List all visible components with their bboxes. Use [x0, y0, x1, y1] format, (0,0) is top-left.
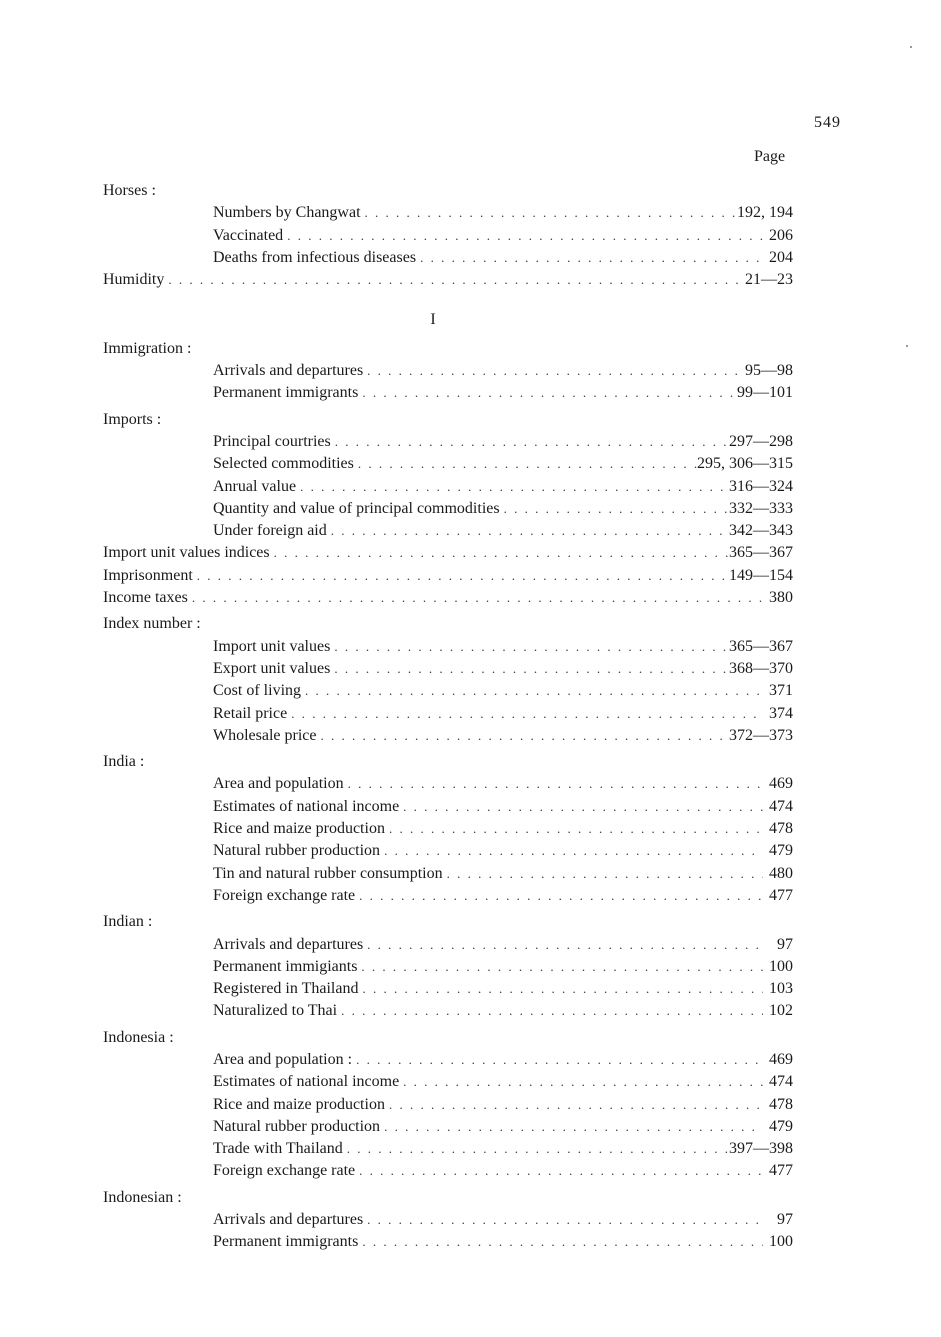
index-subentry — [103, 202, 793, 224]
leader-dots — [363, 1209, 763, 1231]
entry-label: Estimates of national income — [213, 1073, 400, 1091]
page-reference: 149—154 — [729, 566, 793, 584]
index-subentry — [103, 978, 793, 1000]
index-subentry — [103, 360, 793, 382]
index-subentry — [103, 453, 793, 475]
index-category: Indian : — [103, 913, 153, 931]
leader-dots — [331, 431, 729, 453]
index-subentry — [103, 1071, 793, 1093]
page-reference: 100 — [769, 1233, 793, 1251]
entry-label: Under foreign aid — [213, 522, 327, 540]
leader-dots — [193, 565, 729, 587]
index-entry — [103, 565, 793, 587]
page-reference: 469 — [769, 775, 793, 793]
entry-label: Trade with Thailand — [213, 1140, 343, 1158]
index-category: Imports : — [103, 410, 162, 428]
index-list — [103, 180, 793, 1254]
page-reference: 316—324 — [729, 477, 793, 495]
index-subentry — [103, 956, 793, 978]
entry-label: Arrivals and departures — [213, 362, 364, 380]
page-reference: 342—343 — [729, 522, 793, 540]
leader-dots — [330, 658, 729, 680]
leader-dots — [399, 1071, 763, 1093]
entry-label: Quantity and value of principal commodities — [213, 499, 500, 517]
page-reference: 474 — [769, 797, 793, 815]
page-reference: 102 — [769, 1002, 793, 1020]
leader-dots — [363, 934, 763, 956]
page-reference: 295, 306—315 — [697, 455, 793, 473]
index-subentry — [103, 680, 793, 702]
leader-dots — [500, 498, 729, 520]
index-subentry — [103, 885, 793, 907]
page-reference: 380 — [769, 589, 793, 607]
entry-label: Natural rubber production — [213, 842, 381, 860]
index-subentry — [103, 1231, 793, 1253]
leader-dots — [380, 840, 763, 862]
page-reference: 97 — [777, 935, 793, 953]
leader-dots — [443, 863, 763, 885]
page-reference: 365—367 — [729, 544, 793, 562]
leader-dots — [352, 1049, 763, 1071]
entry-label: Estimates of national income — [213, 797, 400, 815]
leader-dots — [330, 636, 729, 658]
leader-dots — [270, 542, 729, 564]
entry-label: Selected commodities — [213, 455, 354, 473]
page-reference: 21—23 — [745, 271, 793, 289]
leader-dots — [296, 476, 729, 498]
leader-dots — [164, 269, 745, 291]
leader-dots — [188, 587, 763, 609]
index-subentry — [103, 247, 793, 269]
page-reference: 371 — [769, 682, 793, 700]
entry-label: Vaccinated — [213, 226, 284, 244]
page-reference: 478 — [769, 1095, 793, 1113]
page-reference: 368—370 — [729, 659, 793, 677]
index-subentry — [103, 703, 793, 725]
entry-label: Rice and maize production — [213, 1095, 385, 1113]
entry-label: Natural rubber production — [213, 1117, 381, 1135]
index-subentry — [103, 773, 793, 795]
page-reference: 474 — [769, 1073, 793, 1091]
index-subentry — [103, 498, 793, 520]
entry-label: Area and population — [213, 775, 344, 793]
entry-label: Wholesale price — [213, 726, 317, 744]
entry-label: Permanent immigrants — [213, 1233, 359, 1251]
scan-speck — [906, 345, 908, 347]
leader-dots — [357, 956, 763, 978]
leader-dots — [327, 520, 729, 542]
leader-dots — [355, 885, 763, 907]
entry-label: Permanent immigiants — [213, 957, 358, 975]
leader-dots — [361, 202, 737, 224]
leader-dots — [385, 818, 763, 840]
index-subentry — [103, 1049, 793, 1071]
page-column-heading: Page — [754, 148, 786, 165]
leader-dots — [358, 1231, 763, 1253]
entry-label: Imprisonment — [103, 566, 193, 584]
page-reference: 332—333 — [729, 499, 793, 517]
page-reference: 103 — [769, 980, 793, 998]
leader-dots — [344, 773, 763, 795]
index-category: Immigration : — [103, 339, 192, 357]
leader-dots — [363, 360, 745, 382]
entry-label: Export unit values — [213, 659, 331, 677]
entry-label: Tin and natural rubber consumption — [213, 864, 443, 882]
page-reference: 99—101 — [737, 384, 793, 402]
index-entry — [103, 269, 793, 291]
leader-dots — [355, 1160, 763, 1182]
entry-label: Foreign exchange rate — [213, 886, 356, 904]
entry-label: Rice and maize production — [213, 820, 385, 838]
leader-dots — [301, 680, 763, 702]
entry-label: Income taxes — [103, 589, 188, 607]
page-reference: 397—398 — [729, 1140, 793, 1158]
index-entry — [103, 587, 793, 609]
index-entry — [103, 542, 793, 564]
entry-label: Foreign exchange rate — [213, 1162, 356, 1180]
page-reference: 479 — [769, 1117, 793, 1135]
leader-dots — [354, 453, 697, 475]
page-reference: 477 — [769, 1162, 793, 1180]
index-subentry — [103, 1160, 793, 1182]
index-subentry — [103, 934, 793, 956]
page-reference: 374 — [769, 704, 793, 722]
leader-dots — [317, 725, 730, 747]
leader-dots — [385, 1094, 763, 1116]
page-number: 549 — [814, 114, 841, 131]
page-reference: 469 — [769, 1050, 793, 1068]
index-subentry — [103, 476, 793, 498]
entry-label: Registered in Thailand — [213, 980, 359, 998]
leader-dots — [283, 225, 763, 247]
index-category: Horses : — [103, 182, 156, 199]
index-subentry — [103, 725, 793, 747]
entry-label: Arrivals and departures — [213, 935, 364, 953]
index-category: Indonesia : — [103, 1028, 174, 1046]
index-subentry — [103, 1138, 793, 1160]
index-subentry — [103, 225, 793, 247]
index-subentry — [103, 431, 793, 453]
index-subentry — [103, 382, 793, 404]
page-reference: 365—367 — [729, 637, 793, 655]
leader-dots — [343, 1138, 729, 1160]
entry-label: Permanent immigrants — [213, 384, 359, 402]
index-subentry — [103, 636, 793, 658]
index-subentry — [103, 863, 793, 885]
entry-label: Deaths from infectious diseases — [213, 248, 417, 266]
index-category: Index number : — [103, 615, 201, 633]
leader-dots — [358, 382, 737, 404]
index-subentry — [103, 840, 793, 862]
leader-dots — [337, 1000, 763, 1022]
leader-dots — [416, 247, 763, 269]
leader-dots — [399, 796, 763, 818]
page-reference: 478 — [769, 820, 793, 838]
entry-label: Cost of living — [213, 682, 302, 700]
index-subentry — [103, 1000, 793, 1022]
index-subentry — [103, 1094, 793, 1116]
page-reference: 477 — [769, 886, 793, 904]
index-subentry — [103, 1209, 793, 1231]
index-subentry — [103, 1116, 793, 1138]
index-subentry — [103, 658, 793, 680]
page-reference: 479 — [769, 842, 793, 860]
page-reference: 204 — [769, 248, 793, 266]
entry-label: Naturalized to Thai — [213, 1002, 338, 1020]
page-reference: 206 — [769, 226, 793, 244]
page-reference: 372—373 — [729, 726, 793, 744]
entry-label: Retail price — [213, 704, 288, 722]
page-reference: 192, 194 — [737, 204, 793, 222]
entry-label: Humidity — [103, 271, 165, 289]
section-letter: I — [430, 311, 436, 329]
page-reference: 97 — [777, 1211, 793, 1229]
index-category: India : — [103, 753, 145, 771]
entry-label: Import unit values — [213, 637, 331, 655]
index-subentry — [103, 818, 793, 840]
entry-label: Anrual value — [213, 477, 297, 495]
page-reference: 95—98 — [745, 362, 793, 380]
page-reference: 100 — [769, 957, 793, 975]
index-subentry — [103, 520, 793, 542]
page-reference: 480 — [769, 864, 793, 882]
entry-label: Area and population : — [213, 1050, 353, 1068]
entry-label: Import unit values indices — [103, 544, 270, 562]
leader-dots — [380, 1116, 763, 1138]
page-reference: 297—298 — [729, 432, 793, 450]
entry-label: Principal courtries — [213, 432, 331, 450]
leader-dots — [358, 978, 763, 1000]
entry-label: Arrivals and departures — [213, 1211, 364, 1229]
index-subentry — [103, 796, 793, 818]
leader-dots — [287, 703, 763, 725]
entry-label: Numbers by Changwat — [213, 204, 361, 222]
scan-speck — [910, 46, 912, 48]
index-category: Indonesian : — [103, 1188, 182, 1206]
